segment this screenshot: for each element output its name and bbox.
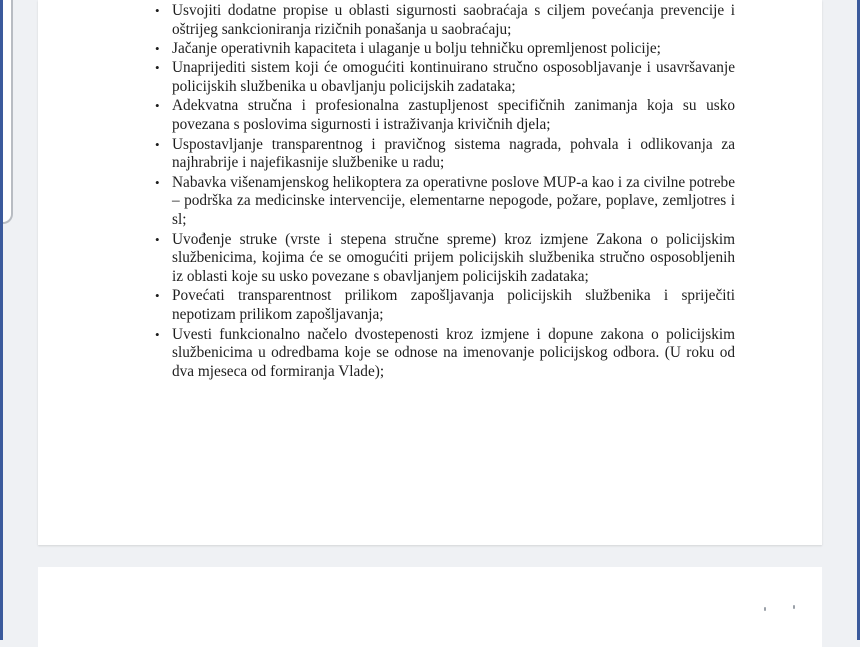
list-item bbox=[155, 231, 735, 287]
bullet-icon: • bbox=[155, 326, 160, 342]
list-item bbox=[155, 59, 735, 97]
speck bbox=[793, 605, 795, 609]
bullet-icon: • bbox=[155, 288, 160, 304]
list-item-text: Adekvatna stručna i profesionalna zastupljenost specifičnih zanimanja koja su usko povezana s poslovima sigurnosti i istraživanja krivičnih djela; bbox=[172, 97, 735, 134]
scan-specks bbox=[764, 607, 824, 611]
list-item-text: Usvojiti dodatne propise u oblasti sigurnosti saobraćaja s ciljem povećanja prevencije i oštrijeg sankcioniranja rizičnih ponašanja u saobraćaju; bbox=[172, 2, 735, 38]
bullet-icon: • bbox=[155, 174, 160, 190]
list-item-text: Uspostavljanje transparentnog i pravičnog sistema nagrada, pohvala i odlikovanja za najhrabrije i najefikasnije službenike u radu; bbox=[172, 135, 735, 172]
document-page-2 bbox=[38, 567, 822, 647]
list-item bbox=[155, 326, 735, 382]
bullet-icon: • bbox=[155, 41, 160, 57]
bullet-icon: • bbox=[155, 231, 160, 247]
list-item bbox=[155, 136, 735, 174]
list-item-text: Povećati transparentnost prilikom zapošljavanja policijskih službenika i spriječiti nepotizam prilikom zapošljavanja; bbox=[172, 287, 735, 324]
bullet-icon: • bbox=[155, 3, 160, 18]
list-item bbox=[155, 287, 735, 325]
list-item bbox=[155, 40, 735, 59]
list-item-text: Uvođenje struke (vrste i stepena stručne spreme) kroz izmjene Zakona o policijskim službenicima, kojima će se omogućiti prijem policijskih službenika stručno osposobljenih iz oblasti koje su usko povezane s obavljanjem policijskih zadataka; bbox=[172, 230, 735, 286]
list-item bbox=[155, 174, 735, 230]
list-item bbox=[155, 2, 735, 40]
speck bbox=[764, 607, 766, 611]
bullet-icon: • bbox=[155, 98, 160, 114]
list-item bbox=[155, 97, 735, 135]
side-panel-edge bbox=[3, 0, 13, 224]
bullet-icon: • bbox=[155, 136, 160, 152]
bullet-list bbox=[155, 2, 735, 382]
list-item-text: Jačanje operativnih kapaciteta i ulaganje u bolju tehničku opremljenost policije; bbox=[172, 40, 661, 58]
list-item-text: Nabavka višenamjenskog helikoptera za operativne poslove MUP-a kao i za civilne potrebe – podrška za medicinske intervencije, elementarne nepogode, požare, poplave, zemljotres i sl; bbox=[172, 173, 735, 229]
list-item-text: Uvesti funkcionalno načelo dvostepenosti kroz izmjene i dopune zakona o policijskim službenicima u odredbama koje se odnose na imenovanje policijskog odbora. (U roku od dva mjeseca od formiranja Vlade); bbox=[172, 325, 735, 381]
bullet-icon: • bbox=[155, 60, 160, 76]
list-item-text: Unaprijediti sistem koji će omogućiti kontinuirano stručno osposobljavanje i usavršavanje policijskih službenika u obavljanju policijskih zadataka; bbox=[172, 59, 735, 96]
document-page-1 bbox=[38, 0, 822, 545]
